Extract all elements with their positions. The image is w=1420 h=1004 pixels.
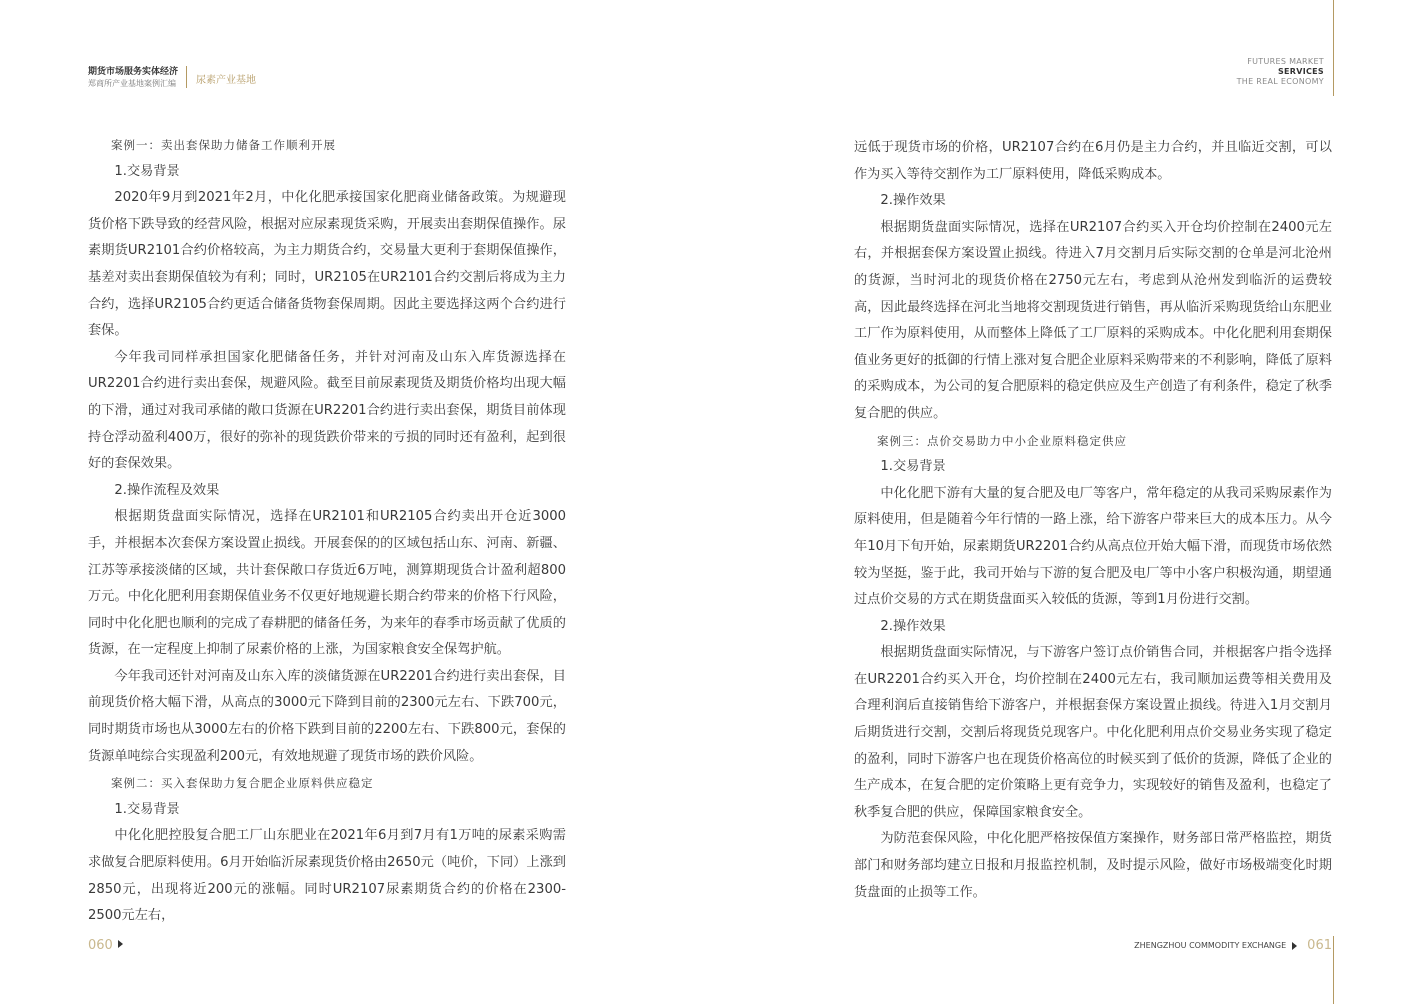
header-right bbox=[1237, 57, 1324, 87]
page-number-061: 061 bbox=[1307, 938, 1332, 953]
header-right-line2: SERVICES bbox=[1277, 67, 1324, 76]
paragraph: 根据期货盘面实际情况，与下游客户签订点价销售合同，并根据客户指令选择在UR2201合约买入开仓，均价控制在2400元左右，我司顺加运费等相关费用及合理利润后直接销售给下游客户，并根据套保方案设置止损线。待进入1月交割月后期货进行交割，交割后将现货兑现客户。中化化肥利用点价交易业务实现了稳定的盈利，同时下游客户也在现货价格高位的时候买到了低价的货源，降低了企业的生产成本，在复合肥的定价策略上更有竞争力，实现较好的销售及盈利，也稳定了秋季复合肥的供应，保障国家粮食安全。 bbox=[854, 645, 1332, 820]
paragraph: 2020年9月到2021年2月，中化化肥承接国家化肥商业储备政策。为规避现货价格下跌导致的经营风险，根据对应尿素现货采购，开展卖出套期保值操作。尿素期货UR2101合约价格较高，为主力期货合约，交易量大更利于套期保值操作，基差对卖出套期保值较为有利；同时，UR2105在UR2101合约交割后将成为主力合约，选择UR2105合约更适合储备货物套保周期。因此主要选择这两个合约进行套保。 bbox=[88, 190, 566, 339]
paragraph: 远低于现货市场的价格，UR2107合约在6月仍是主力合约，并且临近交割，可以作为买入等待交割作为工厂原料使用，降低采购成本。 bbox=[854, 140, 1332, 182]
case3-title: 案例三：点价交易助力中小企业原料稳定供应 bbox=[877, 433, 1127, 448]
book-subtitle: 郑商所产业基地案例汇编 bbox=[88, 79, 176, 88]
subheading: 2.操作效果 bbox=[880, 193, 946, 209]
subheading: 2.操作流程及效果 bbox=[114, 482, 220, 498]
page-number-060: 060 bbox=[88, 938, 113, 953]
book-title: 期货市场服务实体经济 bbox=[88, 67, 179, 77]
header-left bbox=[88, 66, 178, 89]
right-footer bbox=[1134, 938, 1332, 953]
left-page-body bbox=[88, 132, 566, 930]
triangle-right-icon bbox=[1292, 942, 1297, 950]
paragraph: 今年我司还针对河南及山东入库的淡储货源在UR2201合约进行卖出套保，目前现货价格大幅下滑，从高点的3000元下降到目前的2300元左右、下跌700元，同时期货市场也从3000左右的价格下跌到目前的2200左右、下跌800元，套保的货源单吨综合实现盈利200元，有效地规避了现货市场的跌价风险。 bbox=[88, 668, 566, 764]
footer-right-bar bbox=[1333, 936, 1334, 1004]
header-right-line1: FUTURES MARKET bbox=[1247, 57, 1324, 66]
subheading: 1.交易背景 bbox=[880, 459, 946, 475]
paragraph: 为防范套保风险，中化化肥严格按保值方案操作，财务部日常严格监控，期货部门和财务部均建立日报和月报监控机制，及时提示风险，做好市场极端变化时期货盘面的止损等工作。 bbox=[854, 831, 1332, 900]
paragraph: 根据期货盘面实际情况，选择在UR2101和UR2105合约卖出开仓近3000手，并根据本次套保方案设置止损线。开展套保的的区域包括山东、河南、新疆、江苏等承接淡储的区域，共计套保敞口存货近6万吨，测算期现货合计盈利超800万元。中化化肥利用套期保值业务不仅更好地规避长期合约带来的价格下行风险，同时中化化肥也顺利的完成了春耕肥的储备任务，为来年的春季市场贡献了优质的货源，在一定程度上抑制了尿素价格的上涨，为国家粮食安全保驾护航。 bbox=[88, 509, 566, 658]
subheading: 1.交易背景 bbox=[114, 163, 180, 179]
paragraph: 今年我司同样承担国家化肥储备任务，并针对河南及山东入库货源选择在UR2201合约进行卖出套保，规避风险。截至目前尿素现货及期货价格均出现大幅的下滑，通过对我司承储的敞口货源在UR2201合约进行卖出套保，期货目前体现持仓浮动盈利400万，很好的弥补的现货跌价带来的亏损的同时还有盈利，起到很好的套保效果。 bbox=[88, 349, 566, 472]
section-title: 尿素产业基地 bbox=[196, 75, 256, 86]
header-right-line3: THE REAL ECONOMY bbox=[1236, 77, 1324, 86]
case2-title: 案例二：买入套保助力复合肥企业原料供应稳定 bbox=[111, 776, 374, 791]
header-divider bbox=[186, 66, 187, 88]
subheading: 2.操作效果 bbox=[880, 618, 946, 634]
paragraph: 中化化肥控股复合肥工厂山东肥业在2021年6月到7月有1万吨的尿素采购需求做复合肥原料使用。6月开始临沂尿素现货价格由2650元（吨价，下同）上涨到2850元，出现将近200元的涨幅。同时UR2107尿素期货合约的价格在2300-2500元左右， bbox=[88, 828, 566, 924]
case1-title: 案例一：卖出套保助力储备工作顺利开展 bbox=[111, 138, 336, 152]
header-right-bar bbox=[1333, 0, 1334, 96]
exchange-name: ZHENGZHOU COMMODITY EXCHANGE bbox=[1134, 941, 1287, 950]
paragraph: 中化化肥下游有大量的复合肥及电厂等客户，常年稳定的从我司采购尿素作为原料使用，但是随着今年行情的一路上涨，给下游客户带来巨大的成本压力。从今年10月下旬开始，尿素期货UR2201合约从高点位开始大幅下滑，而现货市场依然较为坚挺，鉴于此，我司开始与下游的复合肥及电厂等中小客户积极沟通，期望通过点价交易的方式在期货盘面买入较低的货源，等到1月份进行交割。 bbox=[854, 485, 1332, 608]
subheading: 1.交易背景 bbox=[114, 801, 180, 817]
triangle-right-icon bbox=[118, 940, 123, 948]
left-page-number bbox=[88, 938, 123, 953]
right-page-body bbox=[854, 135, 1332, 906]
paragraph: 根据期货盘面实际情况，选择在UR2107合约买入开仓均价控制在2400元左右，并根据套保方案设置止损线。待进入7月交割月后实际交割的仓单是河北沧州的货源，当时河北的现货价格在2750元左右，考虑到从沧州发到临沂的运费较高，因此最终选择在河北当地将交割现货进行销售，再从临沂采购现货给山东肥业工厂作为原料使用，从而整体上降低了工厂原料的采购成本。中化化肥利用套期保值业务更好的抵御的行情上涨对复合肥企业原料采购带来的不利影响，降低了原料的采购成本，为公司的复合肥原料的稳定供应及生产创造了有利条件，稳定了秋季复合肥的供应。 bbox=[854, 219, 1332, 421]
